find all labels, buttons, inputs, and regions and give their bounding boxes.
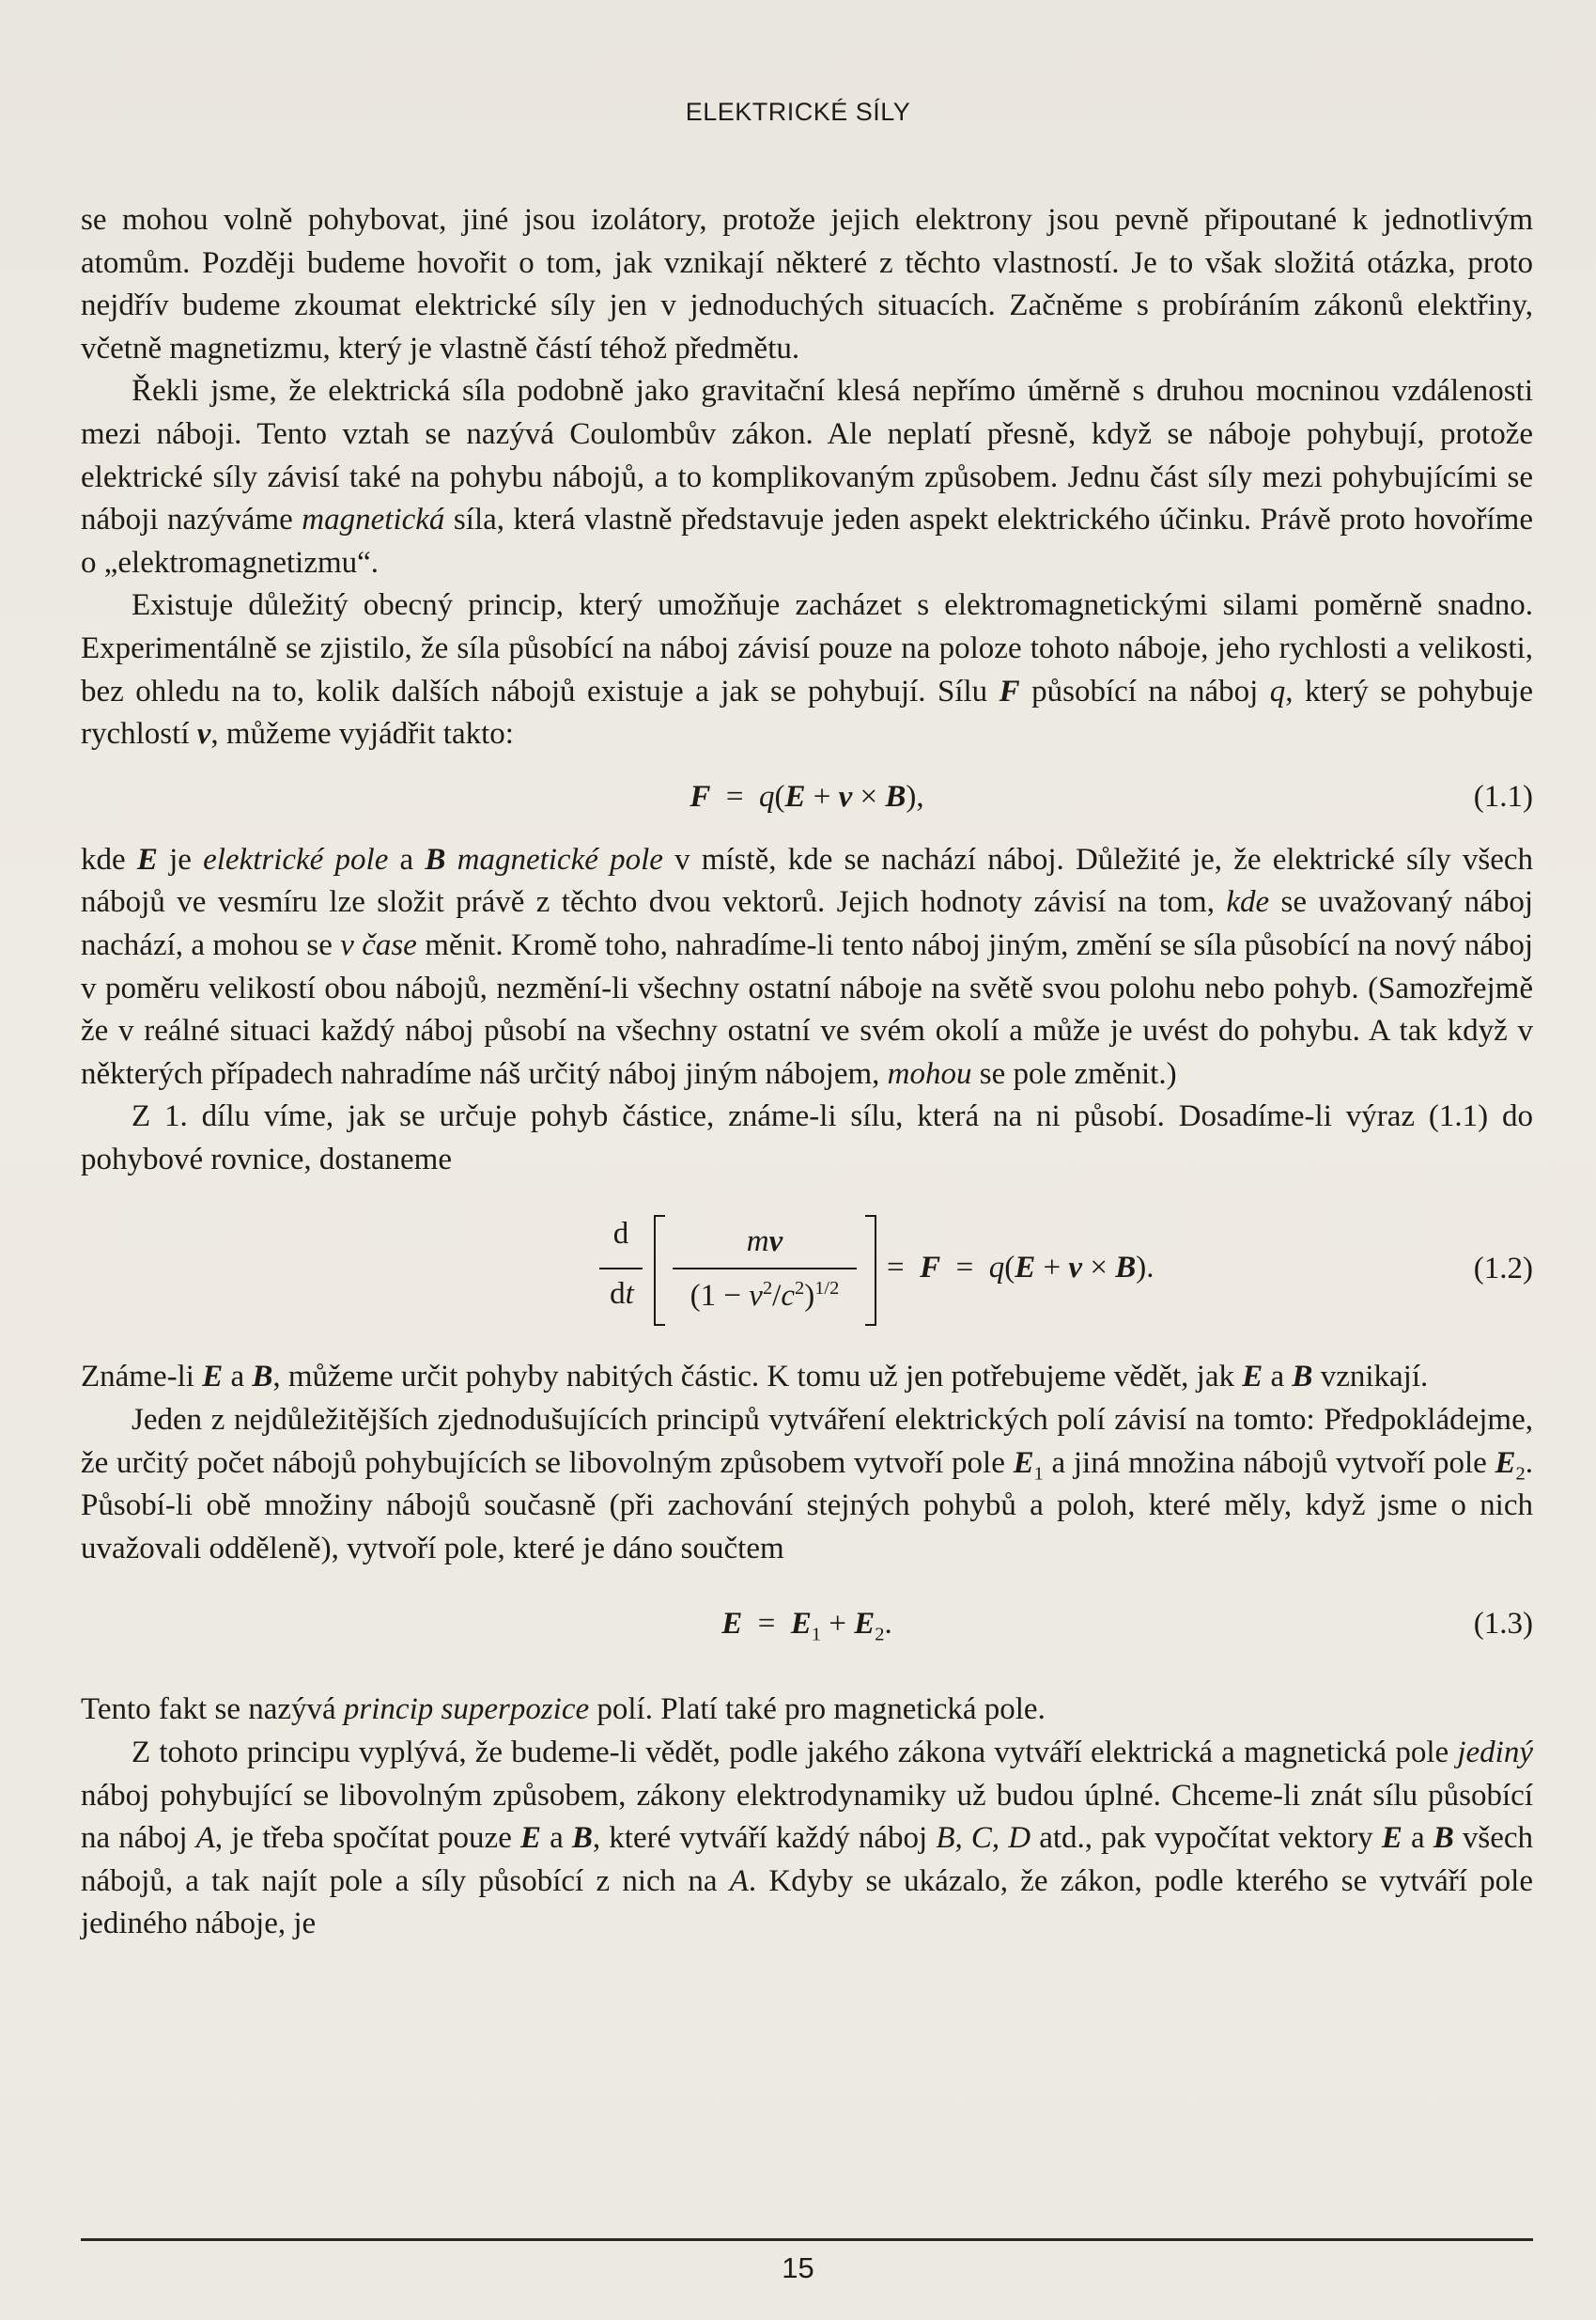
equation-1-1-formula: F = q(E + v × B),: [690, 779, 924, 814]
equation-1-3-number: (1.3): [1473, 1607, 1533, 1642]
paragraph-7: Jeden z nejdůležitějších zjednodušujících principů vytváření elektrických polí závisí na tomto: Předpokládejme, že určitý počet nábojů pohybujících se libovolným způsobem vytvoří pole $E_1$ a jiná množina nábojů vytvoří pole $E_2$. Působí-li obě množiny nábojů současně (při zachování stejných pohybů a poloh, které měly, když jsme o nich uvažovali odděleně), vytvoří pole, které je dáno součtem: [81, 1403, 1533, 1565]
paragraph-1: se mohou volně pohybovat, jiné jsou izolátory, protože jejich elektrony jsou pevně připoutané k jednotlivým atomům. Později budeme hovořit o tom, jak vznikají některé z těchto vlastností. Je to však složitá otázka, proto nejdřív budeme zkoumat elektrické síly jen v jednoduchých situacích. Začněme s probíráním zákonů elektřiny, včetně magnetizmu, který je vlastně částí téhož předmětu.: [81, 203, 1533, 366]
equation-1-2-formula: d dt mv $(1 - v^2/c^2)^{1/2}$ = F = q(E + v × B).: [513, 1213, 1189, 1324]
equation-1-2-number: (1.2): [1473, 1252, 1533, 1286]
paragraph-6: Známe-li E a B, můžeme určit pohyby nabitých částic. K tomu už jen potřebujeme vědět, jak E a B vznikají.: [81, 1360, 1429, 1394]
paragraph-3: Existuje důležitý obecný princip, který umožňuje zacházet s elektromagnetickými silami poměrně snadno. Experimentálně se zjistilo, že síla působící na náboj závisí pouze na poloze tohoto náboje, jeho rychlosti a velikosti, bez ohledu na to, kolik dalších nábojů existuje a jak se pohybují. Sílu F působící na náboj q, který se pohybuje rychlostí v, můžeme vyjádřit takto:: [81, 588, 1533, 752]
paragraph-9: Z tohoto principu vyplývá, že budeme-li vědět, podle jakého zákona vytváří elektrická a magnetická pole jediný náboj pohybující se libovolným způsobem, zákony elektrodynamiky už budou úplné. Chceme-li znát sílu působící na náboj A, je třeba spočítat pouze E a B, které vytváří každý náboj B, C, D atd., pak vypočítat vektory E a B všech nábojů, a tak najít pole a síly působící z nich na A. Kdyby se ukázalo, že zákon, podle kterého se vytváří pole jediného náboje, je: [81, 1736, 1534, 1941]
equation-1-2: [81, 1213, 1533, 1324]
footer-rule: [81, 2238, 1533, 2241]
page-body: [81, 199, 1533, 1946]
equation-1-1-number: (1.1): [1473, 779, 1533, 814]
paragraph-4: kde E je elektrické pole a B magnetické pole v místě, kde se nachází náboj. Důležité je, že elektrické síly všech nábojů ve vesmíru lze složit právě z těchto dvou vektorů. Jejich hodnoty závisí na tom, kde se uvažovaný náboj nachází, a mohou se v čase měnit. Kromě toho, nahradíme-li tento náboj jiným, změní se síla působící na nový náboj v poměru velikostí obou nábojů, nezmění-li všechny ostatní náboje na světě svou polohu nebo pohyb. (Samozřejmě že v reálné situaci každý náboj působí na všechny ostatní ve svém okolí a může je uvést do pohybu. A tak když v některých případech nahradíme náš určitý náboj jiným nábojem, mohou se pole změnit.): [81, 842, 1534, 1091]
running-title: ELEKTRICKÉ SÍLY: [685, 98, 911, 126]
equation-1-3-formula: $E = E_1 + E_2$.: [721, 1607, 892, 1646]
paragraph-5: Z 1. dílu víme, jak se určuje pohyb částice, známe-li sílu, která na ni působí. Dosadíme-li výraz (1.1) do pohybové rovnice, dostaneme: [81, 1099, 1533, 1176]
equation-1-3: [81, 1602, 1533, 1645]
paragraph-8: Tento fakt se nazývá princip superpozice polí. Platí také pro magnetická pole.: [81, 1692, 1046, 1727]
page-number: 15: [782, 2251, 814, 2284]
equation-1-1: [81, 775, 1533, 818]
paragraph-2: Řekli jsme, že elektrická síla podobně jako gravitační klesá nepřímo úměrně s druhou mocninou vzdálenosti mezi náboji. Tento vztah se nazývá Coulombův zákon. Ale neplatí přesně, když se náboje pohybují, protože elektrické síly závisí také na pohybu nábojů, a to komplikovaným způsobem. Jednu část síly mezi pohybujícími se náboji nazýváme magnetická síla, která vlastně představuje jeden aspekt elektrického účinku. Právě proto hovoříme o „elektromagnetizmu“.: [81, 374, 1533, 580]
